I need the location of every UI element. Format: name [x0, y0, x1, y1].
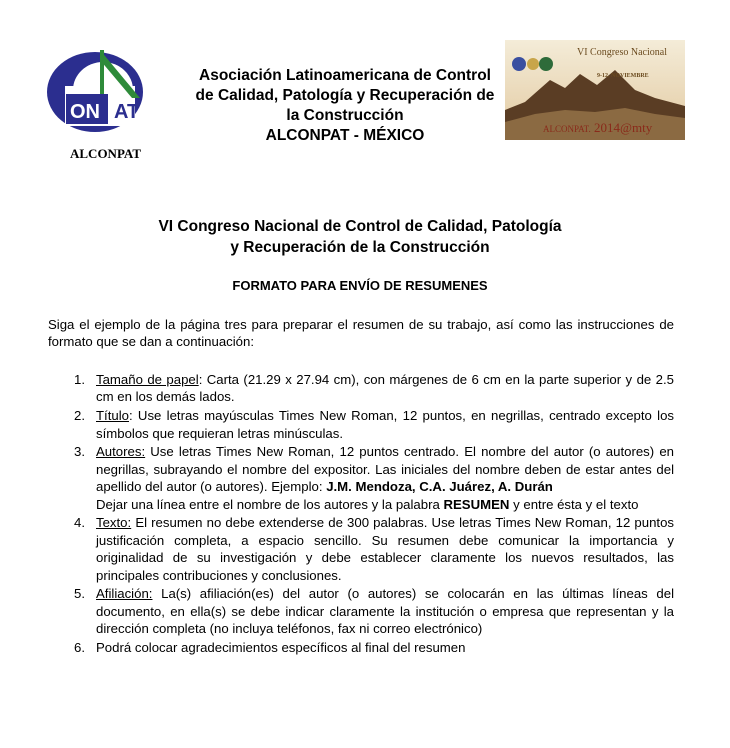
- list-number: 3.: [74, 444, 85, 460]
- resumen-word: RESUMEN: [443, 496, 510, 512]
- item-label: Tamaño de papel: [96, 372, 199, 387]
- congress-title-line: y Recuperación de la Construcción: [230, 239, 490, 256]
- congress-logo-title: VI Congreso Nacional: [577, 47, 667, 58]
- congress-logo-year: 2014@mty: [594, 120, 653, 135]
- list-number: 5.: [74, 586, 85, 602]
- logo-letters-on: ON: [70, 101, 100, 123]
- congress-logo: [505, 40, 685, 140]
- org-title-line: ALCONPAT - MÉXICO: [265, 127, 425, 144]
- list-number: 2.: [74, 408, 85, 424]
- item-label: Afiliación:: [96, 586, 153, 602]
- list-item: [48, 585, 674, 637]
- list-item: [48, 371, 674, 406]
- org-title-line: Asociación Latinoamericana de Control: [199, 67, 491, 84]
- logo-letters-at: AT: [114, 101, 140, 123]
- list-number: 1.: [74, 372, 85, 387]
- congress-logo-date: 9-12, NOVIEMBRE: [597, 73, 649, 79]
- item-label: Título: [96, 408, 129, 424]
- item-text: Use letras Times New Roman, 12 puntos centrado. El nombre del autor (o autores) en negrillas, subrayando el nombre del expositor. Las iniciales del nombre deben de estar antes del apellido del autor (o autores). Ejemplo:: [96, 444, 674, 495]
- congress-title-line: VI Congreso Nacional de Control de Calidad, Patología: [158, 218, 562, 235]
- list-item: [48, 639, 674, 656]
- congress-logo-brand: [543, 120, 652, 136]
- list-number: 4.: [74, 515, 85, 531]
- item-text-line2-end: y entre ésta y el texto: [509, 496, 639, 512]
- organization-title: [190, 66, 500, 146]
- congress-logo-prefix: ALCONPAT.: [543, 124, 591, 134]
- list-item: [48, 407, 674, 442]
- item-text-line2: Dejar una línea entre el nombre de los autores y la palabra: [96, 496, 444, 512]
- form-title: FORMATO PARA ENVÍO DE RESUMENES: [232, 278, 488, 293]
- congress-title: [100, 216, 620, 258]
- item-text: : Carta (21.29 x 27.94 cm), con márgenes de 6 cm en la parte superior y de 2.5 cm en los demás lados.: [96, 372, 674, 405]
- item-label: Texto:: [96, 515, 132, 531]
- instructions-list: [48, 371, 674, 658]
- org-title-line: de Calidad, Patología y Recuperación de: [195, 87, 495, 104]
- item-text: Podrá colocar agradecimientos específicos al final del resumen: [96, 640, 466, 656]
- item-label: Autores:: [96, 444, 146, 460]
- item-text: La(s) afiliación(es) del autor (o autores) se colocarán en las últimas líneas del documento, en ella(s) se debe indicar claramente la institución o empresa que representan y la dirección completa (no incluya teléfonos, fax ni correo electrónico): [96, 586, 674, 637]
- intro-paragraph: Siga el ejemplo de la página tres para preparar el resumen de su trabajo, así como las instrucciones de formato que se dan a continuación:: [48, 317, 674, 349]
- list-item: [48, 443, 674, 513]
- author-example: J.M. Mendoza, C.A. Juárez, A. Durán: [326, 479, 553, 495]
- item-text: El resumen no debe extenderse de 300 palabras. Use letras Times New Roman, 12 puntos justificación completa, a espacio sencillo. Su resumen debe comunicar la importancia y originalidad de su investigación y debe establecer claramente los nuevos resultados, las principales contribuciones y conclusiones.: [96, 515, 674, 583]
- list-number: 6.: [74, 640, 85, 656]
- org-title-line: la Construcción: [286, 107, 404, 124]
- logo-caption: ALCONPAT: [70, 146, 142, 161]
- alconpat-emblem: [40, 40, 170, 145]
- list-item: [48, 514, 674, 584]
- item-text: : Use letras mayúsculas Times New Roman, 12 puntos, en negrillas, centrado excepto los símbolos que requieran letras minúsculas.: [96, 408, 674, 441]
